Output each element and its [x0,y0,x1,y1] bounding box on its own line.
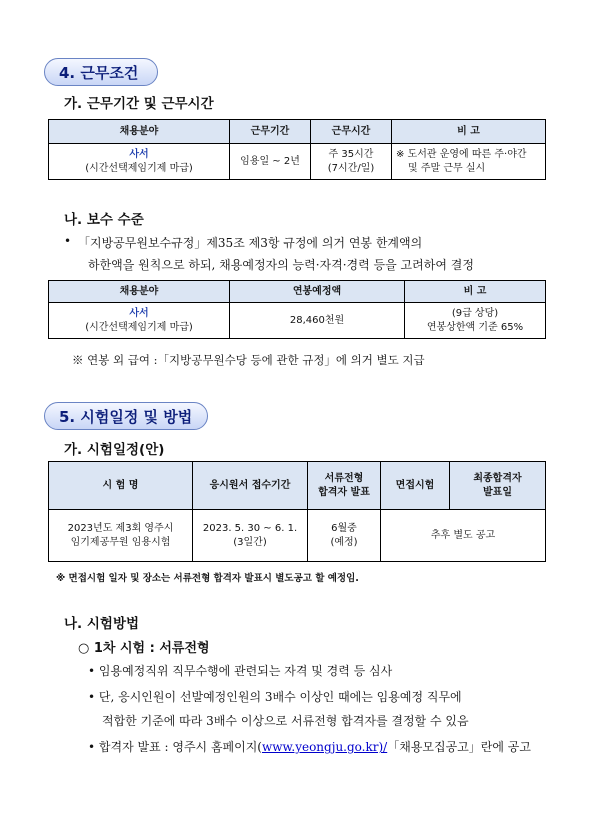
salary-header-amount: 연봉예정액 [230,281,405,303]
pay-note: ※ 연봉 외 급여 :「지방공무원수당 등에 관한 규정」에 의거 별도 지급 [72,353,425,367]
apply-period-1: 2023. 5. 30 ~ 6. 1. [202,522,298,534]
section-4-title: 4. 근무조건 [44,58,158,86]
bullet-item-3 [88,738,531,755]
work-conditions-table [48,119,546,180]
hours-line-1: 주 35시간 [328,148,374,160]
schedule-table [48,461,546,562]
salary-note-1: (9급 상당) [451,307,499,319]
field-sub: (시간선택제임기제 마급) [85,162,193,174]
bullet-item-1 [88,662,392,679]
sched-header-final: 최종합격자 발표일 [450,462,546,510]
header-hours: 근무시간 [311,120,392,144]
homepage-link[interactable]: www.yeongju.go.kr)/ [262,740,388,754]
subheading-pay: 나. 보수 수준 [64,212,144,228]
salary-header-field: 채용분야 [49,281,230,303]
doc-announce-2: (예정) [330,536,358,548]
bullet-1-text: 임용예정직위 직무수행에 관련되는 자격 및 경력 등 심사 [98,664,393,678]
pay-line-1: 「지방공무원보수규정」제35조 제3항 규정에 의거 연봉 한계액의 [78,236,423,250]
note-line-2: 및 주말 근무 실시 [408,162,486,174]
sched-header-interview: 면접시험 [381,462,450,510]
subheading-method: 나. 시험방법 [64,616,140,632]
bullet-2a-text: 단, 응시인원이 선발예정인원의 3배수 이상인 때에는 임용예정 직무에 [98,690,462,704]
note-line-1: ※ 도서관 운영에 따른 주·야간 [396,148,527,160]
field-title: 사서 [129,148,149,160]
sched-header-period: 응시원서 접수기간 [193,462,308,510]
bullet-dot: • [88,690,99,704]
sched-header-name: 시 험 명 [49,462,193,510]
exam-name-1: 2023년도 제3회 영주시 [67,522,174,534]
salary-amount: 28,460천원 [230,303,405,339]
hours-line-2: (7시간/일) [327,162,375,174]
salary-note-2: 연봉상한액 기준 65% [426,321,524,333]
salary-field-title: 사서 [129,307,149,319]
section-5-title: 5. 시험일정 및 방법 [44,402,208,430]
period-cell: 임용일 ~ 2년 [230,144,311,180]
header-period: 근무기간 [230,120,311,144]
bullet-2b-text: 적합한 기준에 따라 3배수 이상으로 서류전형 합격자를 결정할 수 있음 [102,714,469,728]
salary-header-note: 비 고 [405,281,546,303]
bullet-3-prefix: 합격자 발표 : 영주시 홈페이지( [98,740,262,754]
bullet-3-suffix: 「채용모집공고」란에 공고 [387,740,531,754]
salary-field-sub: (시간선택제임기제 마급) [85,321,193,333]
first-exam: ○ 1차 시험 : 서류전형 [78,641,210,656]
bullet-item-2 [88,688,462,705]
salary-table [48,280,546,339]
bullet-dot: • [88,664,99,678]
exam-name-2: 임기제공무원 임용시험 [70,536,171,548]
apply-period-2: (3일간) [233,536,267,548]
sched-header-doc: 서류전형 합격자 발표 [308,462,381,510]
pay-bullet: • [64,234,72,248]
exam-note: ※ 면접시험 일자 및 장소는 서류전형 합격자 발표시 별도공고 할 예정임. [56,573,359,584]
bullet-dot: • [88,740,99,754]
pay-line-2: 하한액을 원칙으로 하되, 채용예정자의 능력·자격·경력 등을 고려하여 결정 [88,258,474,272]
subheading-schedule: 가. 시험일정(안) [64,442,165,458]
header-note: 비 고 [392,120,546,144]
subheading-work-period: 가. 근무기간 및 근무시간 [64,96,214,112]
later-announce: 추후 별도 공고 [381,510,546,562]
doc-announce-1: 6월중 [331,522,357,534]
header-field: 채용분야 [49,120,230,144]
